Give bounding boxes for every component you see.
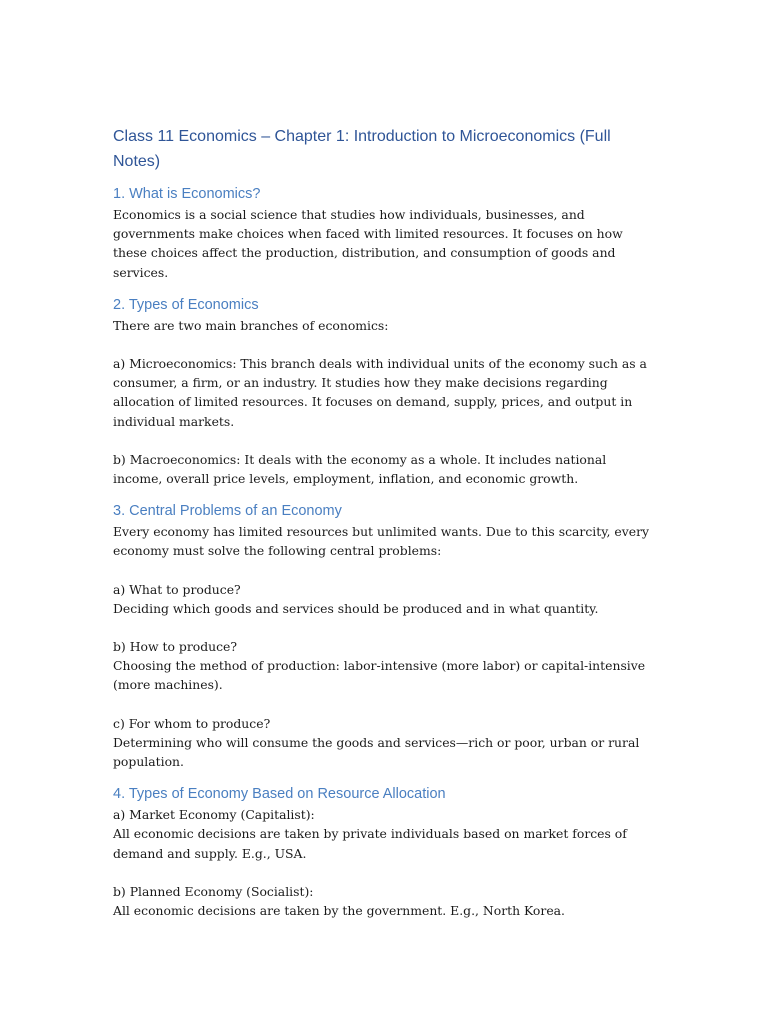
paragraph: Deciding which goods and services should be produced and in what quantity. <box>113 600 599 616</box>
paragraph: b) How to produce? <box>113 639 238 655</box>
document-title: Class 11 Economics – Chapter 1: Introduction to Microeconomics (Full Notes) <box>113 128 611 170</box>
paragraph: c) For whom to produce? <box>113 715 271 731</box>
paragraph: All economic decisions are taken by the government. E.g., North Korea. <box>113 903 565 919</box>
paragraph: Every economy has limited resources but unlimited wants. Due to this scarcity, every economy must solve the following central problems: <box>113 524 650 559</box>
paragraph: Economics is a social science that studies how individuals, businesses, and governments make choices when faced with limited resources. It focuses on how these choices affect the production, distribution, and consumption of goods and services. <box>113 207 623 280</box>
section-heading-what-is-economics: 1. What is Economics? <box>113 186 261 202</box>
paragraph: a) What to produce? <box>113 581 241 597</box>
section-heading-types-of-economy: 4. Types of Economy Based on Resource Allocation <box>113 786 446 803</box>
paragraph: a) Market Economy (Capitalist): <box>113 807 315 823</box>
paragraph: All economic decisions are taken by private individuals based on market forces of demand and supply. E.g., USA. <box>113 826 627 861</box>
paragraph: a) Microeconomics: This branch deals with individual units of the economy such as a consumer, a firm, or an industry. It studies how they make decisions regarding allocation of limited resources. It focuses on demand, supply, prices, and output in individual markets. <box>113 356 647 429</box>
paragraph: There are two main branches of economics: <box>113 317 389 333</box>
paragraph: Choosing the method of production: labor-intensive (more labor) or capital-intensive (more machines). <box>113 658 646 693</box>
section-heading-types-of-economics: 2. Types of Economics <box>113 296 259 313</box>
section-heading-central-problems: 3. Central Problems of an Economy <box>113 503 342 520</box>
paragraph: b) Macroeconomics: It deals with the economy as a whole. It includes national income, overall price levels, employment, inflation, and economic growth. <box>113 451 607 487</box>
document-body <box>113 124 658 920</box>
paragraph: b) Planned Economy (Socialist): <box>113 883 314 899</box>
paragraph: Determining who will consume the goods and services—rich or poor, urban or rural population. <box>113 734 640 770</box>
